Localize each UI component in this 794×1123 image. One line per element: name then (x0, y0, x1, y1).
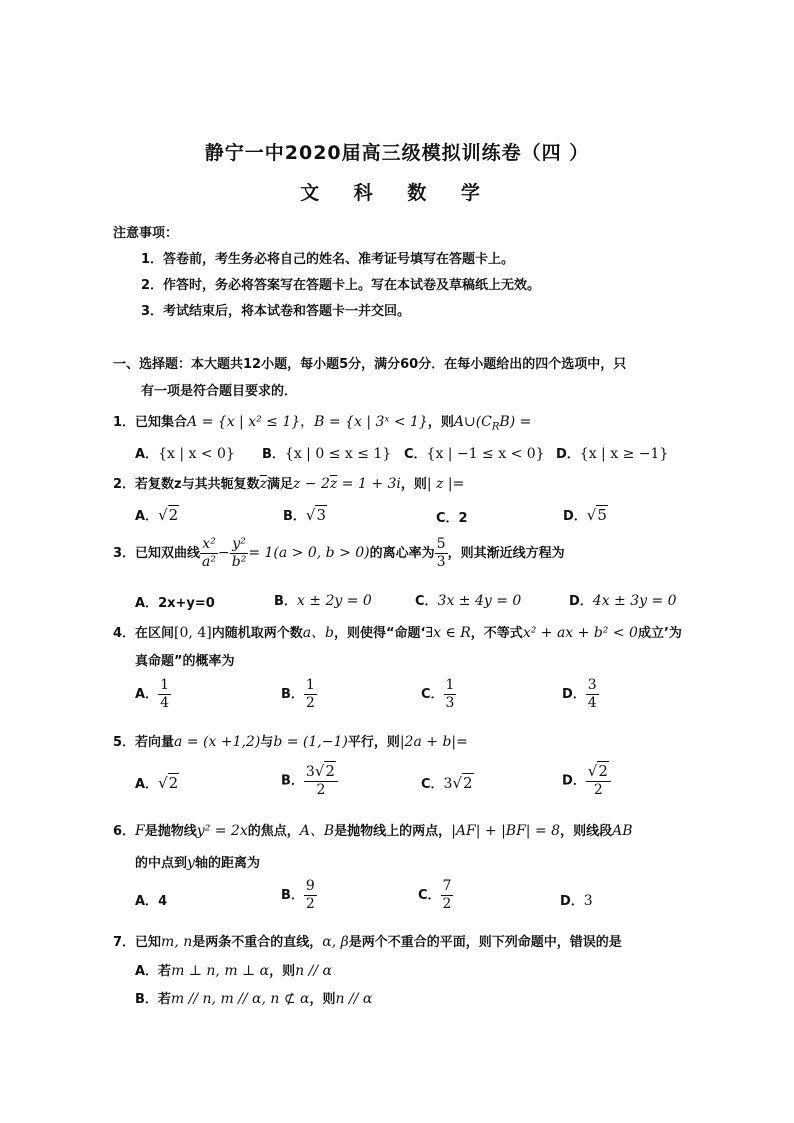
question-1-option-b: B．{x | 0 ≤ x ≤ 1} (262, 446, 392, 462)
question-4-option-c: C． $\frac{1}{3}$ (421, 677, 455, 711)
question-6-option-a: A．4 (135, 894, 168, 909)
question-4-stem-line-2: 真命题”的概率为 (135, 654, 235, 669)
question-4-option-a: A． $\frac{1}{4}$ (135, 677, 169, 711)
question-4-stem: 4．在区间[0, 4]内随机取两个数a、b，则使得“命题‘∃x ∈ R，不等式x² + ax + b² < 0成立’为 (113, 625, 682, 641)
question-7-stem: 7．已知m, n是两条不重合的直线，α, β是两个不重合的平面，则下列命题中，错误的是 (113, 934, 622, 950)
question-2-option-c: C．2 (436, 511, 468, 526)
note-item-1: 1．答卷前，考生务必将自己的姓名、准考证号填写在答题卡上。 (141, 252, 515, 267)
section-line-1: 一、选择题：本大题共12小题，每小题5分，满分60分．在每小题给出的四个选项中，只 (113, 357, 627, 372)
question-1-stem: 1．已知集合A = {x | x² ≤ 1}，B = {x | 3ˣ < 1}，则$A\cup(C_RB)$ = (113, 414, 532, 433)
question-2-option-a: A．√2 (135, 506, 179, 524)
question-5-stem: 5．若向量a = (x +1,2)与b = (1,−1)平行，则|2a + b|= (113, 734, 468, 750)
question-6-option-b: B． $\frac{9}{2}$ (281, 878, 315, 912)
note-item-3: 3．考试结束后，将本试卷和答题卡一并交回。 (141, 304, 411, 319)
question-6-option-d: D．3 (560, 893, 593, 909)
question-6-option-c: C． $\frac{7}{2}$ (418, 878, 452, 912)
question-3-option-c: C．3x ± 4y = 0 (415, 593, 522, 609)
question-5-option-a: A．√2 (135, 774, 179, 792)
question-2-option-d: D．√5 (563, 506, 607, 524)
note-item-2: 2．作答时，务必将答案写在答题卡上。写在本试卷及草稿纸上无效。 (141, 278, 541, 293)
question-1-option-c: C．{x | −1 ≤ x < 0} (404, 446, 545, 462)
question-6-stem-line-2: 的中点到y轴的距离为 (135, 855, 260, 871)
question-3-option-b: B．x ± 2y = 0 (274, 593, 372, 609)
question-5-option-b: B． $\frac{3√2}{2}$ (281, 763, 338, 799)
question-3-option-a: A．2x+y=0 (135, 596, 215, 611)
question-3-stem: 3．已知双曲线 $\frac{\text{x²}}{\text{a²}}$ − $\frac{\text{y²}}{\text{b²}}$ = 1(a > 0, b > 0)的离心率为 $\frac{5}{3}$ ，则其渐近线方程为 (113, 536, 565, 570)
question-4-option-b: B． $\frac{1}{2}$ (281, 677, 315, 711)
question-2-option-b: B．√3 (283, 506, 327, 524)
question-3-option-d: D．4x ± 3y = 0 (569, 593, 677, 609)
question-7-option-b: B．若m // n, m // α, n ⊄ α，则n // α (135, 991, 373, 1007)
question-1-option-a: A．{x | x < 0} (135, 446, 235, 462)
question-7-option-a: A．若m ⊥ n, m ⊥ α，则n // α (135, 963, 332, 979)
exam-subtitle: 文 科 数 学 (300, 182, 494, 204)
exam-title: 静宁一中2020届高三级模拟训练卷（四 ） (204, 142, 590, 164)
section-line-2: 有一项是符合题目要求的． (141, 384, 298, 399)
question-1-option-d: D．{x | x ≥ −1} (556, 446, 669, 462)
question-5-option-d: D． $\frac{√2}{2}$ (562, 763, 611, 799)
notes-heading: 注意事项： (113, 226, 179, 241)
question-2-stem: 2．若复数z与其共轭复数$\overline{z}$满足$z - 2\overline{z} = 1 + 3i$，则| z |= (113, 476, 465, 492)
question-6-stem: 6．F是抛物线y² = 2x的焦点，A、B是抛物线上的两点，|AF| + |BF| = 8，则线段AB (113, 823, 633, 839)
question-5-option-c: C．3√2 (421, 774, 473, 792)
question-4-option-d: D． $\frac{3}{4}$ (562, 677, 597, 711)
